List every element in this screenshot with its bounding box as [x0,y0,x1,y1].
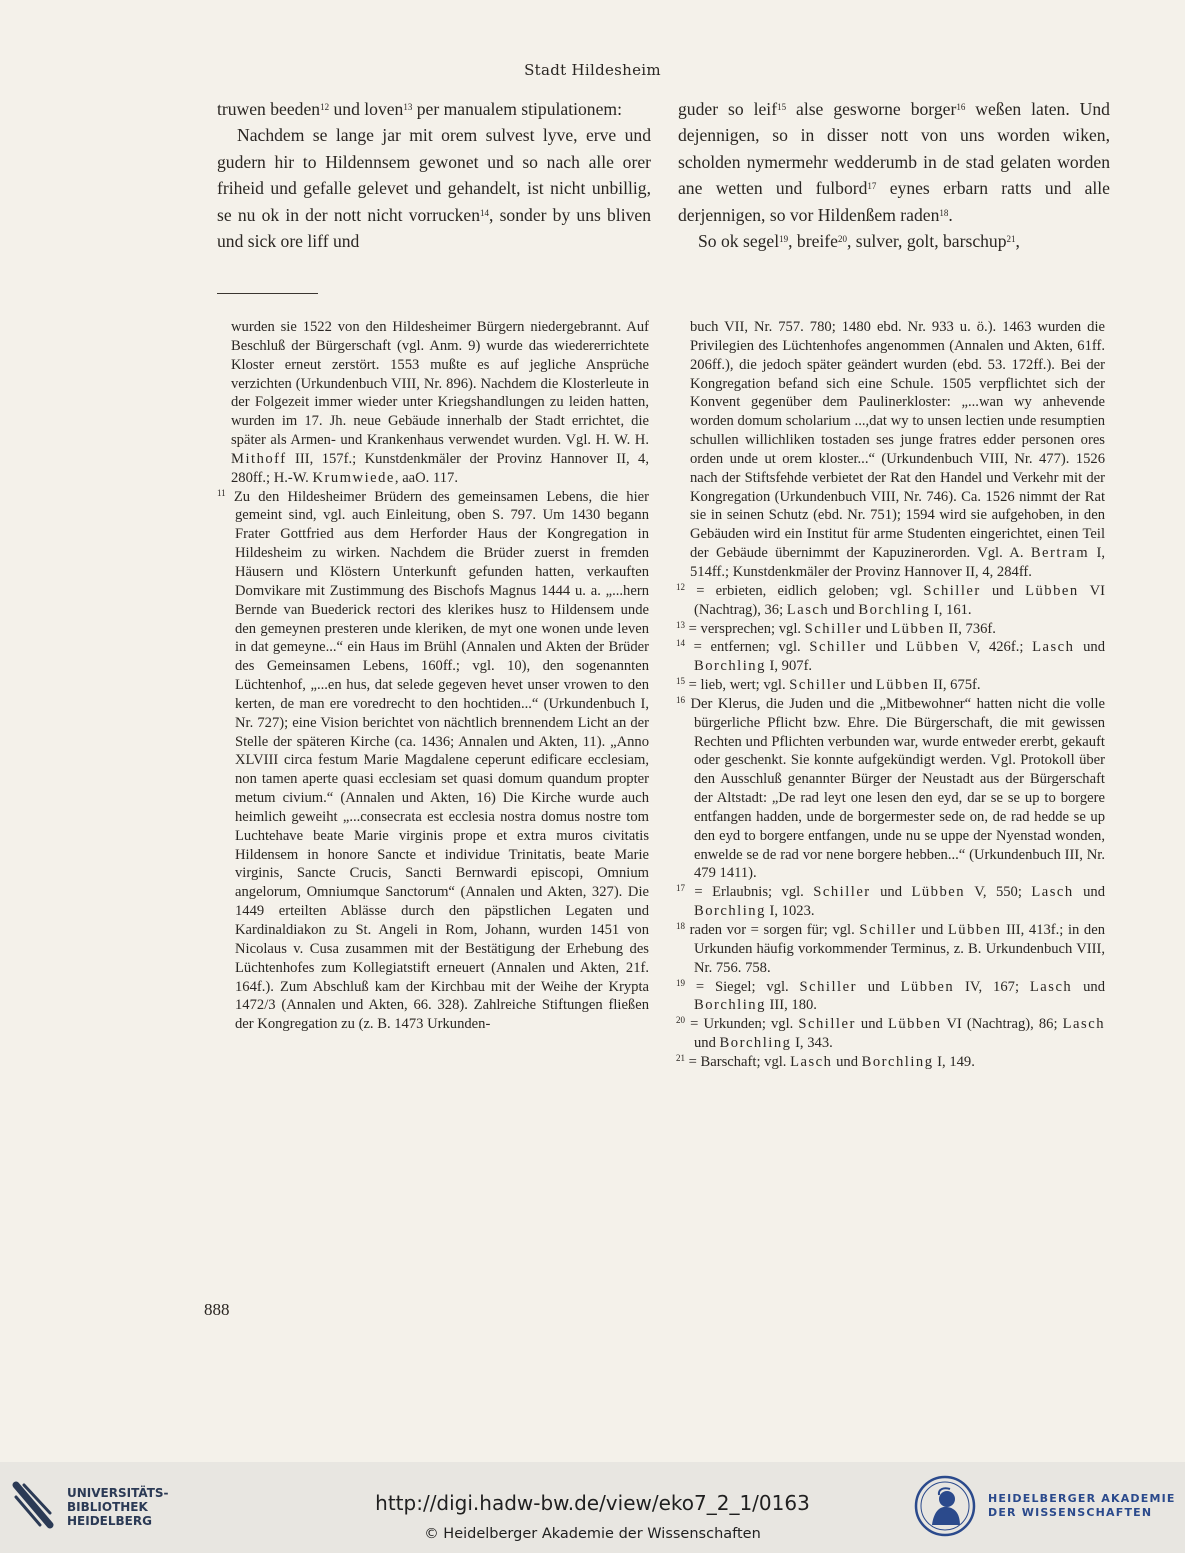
paragraph: truwen beeden$^{12}$ und loven$^{13}$ per manualem stipulationem: [217,99,622,119]
paragraph: $^{13}$ = versprechen; vgl. Schiller und Lübben II, 736f. [676,619,996,637]
running-header: Stadt Hildesheim [524,61,661,79]
paragraph: $^{18}$ raden vor = sorgen für; vgl. Schiller und Lübben III, 413f.; in den Urkunden häufig vorkommender Terminus, z. B. Urkundenbuch VIII, Nr. 756. 758. [676,921,1105,976]
academy-name [988,1492,1176,1520]
paragraph: $^{16}$ Der Klerus, die Juden und die „Mitbewohner“ hatten nicht die volle bürgerliche Pflicht bzw. Ehre. Die Bürgerschaft, die mit gewissen Rechten und Pflichten verbunden war, wurde entweder ererbt, gekauft oder geschenkt. Sie konnte aufgekündigt werden. Vgl. Protokoll über den Ausschluß genannter Bürger der Neustadt aus der Bürgerschaft der Altstadt: „De rad leyt one lesen den eyd, dar se se up to borgere entfangen hadden, unde de borgermester sede on, de rad hedde se up den eyd to borgere entfangen, unde nu se uppe der Nyenstad wonden, enwelde se de rad vor nene borgere hebben...“ (Urkundenbuch III, Nr. 479 1411). [676,694,1105,882]
paragraph: Nachdem se lange jar mit orem sulvest lyve, erve und gudern hir to Hildennsem gewonet und so nach alle orer friheid und gefalle gelevet und gehandelt, ist nicht unbillig, se nu ok in der nott nicht vorrucken$^{14}$, sonder by uns bliven und sick ore liff und [217,125,651,252]
footer-bar [0,1462,1185,1553]
ub-line-2: BIBLIOTHEK [67,1500,148,1514]
paragraph: buch VII, Nr. 757. 780; 1480 ebd. Nr. 933 u. ö.). 1463 wurden die Privilegien des Lüchtenhofes angenommen (Annalen und Akten, 61ff. 206ff.), die jedoch später geändert wurden (ebd. 53. 172ff.). Bei der Kongregation befand sich eine Schule. 1505 verpflichtet sich der Konvent gegenüber dem Paulinerkloster: „...wan wy anhevende worden domum scholarium ...,dat wy to unsen lectien unde resumptien schullen willichliken tostaden ses junge fratres edder personen ores orden unde ut orem kloster...“ (Urkundenbuch VIII, Nr. 477). 1526 nach der Stiftsfehde verbietet der Rat den Handel und Verkehr mit der Kongregation (Urkundenbuch VIII, Nr. 746). Ca. 1526 nimmt der Rat sie in seinen Schutz (ebd. Nr. 751); 1594 wird sie aufgehoben, in den Gebäuden wird ein Institut für arme Studenten eingerichtet, einen Teil der Gebäude übernimmt der Kapuzinerorden. Vgl. A. Bertram I, 514ff.; Kunstdenkmäler der Provinz Hannover II, 4, 284ff. [690,319,1105,580]
footnotes-left-column [217,318,649,1034]
paragraph: $^{19}$ = Siegel; vgl. Schiller und Lübben IV, 167; Lasch und Borchling III, 180. [676,977,1105,1014]
paragraph: $^{11}$ Zu den Hildesheimer Brüdern des gemeinsamen Lebens, die hier gemeint sind, vgl. auch Einleitung, oben S. 797. Um 1430 begann Frater Gottfried aus dem Herforder Haus der Kongregation in Hildesheim zu wirken. Nachdem die Brüder zuerst in fremden Häusern und Klöstern Unterkunft gefunden hatten, verkauften Domvikare mit Zustimmung des Bischofs Magnus 1444 u. a. „...hern Bernde van Buederick rectori des klerikes husz to Hildensem unde den gemeynen presteren unde kleriken, de myt one wonen unde leven in dat gemeyne...“ ein Haus im Brühl (Annalen und Akten der Brüder des Gemeinsamen Lebens, 160ff.; vgl. 10), den sogenannten Lüchtenhof, „...en hus, dat selede gegeven hevet unser vrowen to den kerten, de man ere voredrecht to den hochtiden...“ (Urkundenbuch I, Nr. 727); eine Vision berichtet von nächtlich brennendem Licht an der Stelle der späteren Kirche (ca. 1436; Annalen und Akten, 11). „Anno XLVIII circa festum Marie Magdalene ceperunt edificare ecclesiam, non tamen aperte quasi ecclesiam set quasi domum quandum propter metum civium.“ (Annalen und Akten, 16) Die Kirche wurde auch heimlich geweiht „...consecrata est ecclesia nostra domus nostre tom Luchtehave beate Marie virginis prope et extra muros civitatis Hildensem in honore Sancte et individue Trinitatis, beate Marie virginis, Sancte Crucis, Sancti Bernwardi episcopi, Omnium angelorum, Omniumque Sanctorum“ (Annalen und Akten, 327). Die 1449 erteilten Ablässe durch den päpstlichen Legaten und Kardinaldiakon zu St. Angeli in Rom, Johann, wurden 1451 von Nicolaus v. Cusa zusammen mit der Bestätigung der Erhebung des Lüchtenhofes zum Kollegiatstift erneuert (Annalen und Akten, 21f. 164f.). Zum Abschluß kam der Kirchbau mit der Weihe der Krypta 1472/3 (Annalen und Akten, 66. 328). Zahlreiche Stiftungen fließen der Kongregation zu (z. B. 1473 Urkunden- [217,487,649,1033]
permalink-url[interactable]: http://digi.hadw-bw.de/view/eko7_2_1/0163 [375,1491,810,1515]
main-text-left-column [217,96,651,254]
footnotes-right-column [676,318,1105,1072]
paragraph: $^{15}$ = lieb, wert; vgl. Schiller und Lübben II, 675f. [676,676,981,694]
paragraph: $^{21}$ = Barschaft; vgl. Lasch und Borchling I, 149. [676,1052,975,1070]
paragraph: $^{17}$ = Erlaubnis; vgl. Schiller und Lübben V, 550; Lasch und Borchling I, 1023. [676,883,1106,920]
copyright-notice: © Heidelberger Akademie der Wissenschaften [424,1526,761,1542]
academy-line-1: HEIDELBERGER AKADEMIE [988,1492,1176,1505]
ub-line-3: HEIDELBERG [67,1514,152,1528]
page-number: 888 [204,1300,230,1319]
ub-line-1: UNIVERSITÄTS- [67,1486,169,1500]
academy-line-2: DER WISSENSCHAFTEN [988,1506,1153,1519]
paragraph: $^{20}$ = Urkunden; vgl. Schiller und Lübben VI (Nachtrag), 86; Lasch und Borchling I, 343. [676,1015,1105,1052]
paragraph: So ok segel$^{19}$, breife$^{20}$, sulver, golt, barschup$^{21}$, [698,231,1020,252]
paragraph: guder so leif$^{15}$ alse gesworne borger$^{16}$ weßen laten. Und dejennigen, so in disser nott von uns worden wiken, scholden nymermehr wedderumb in de stad gelaten worden ane wetten und fulbord$^{17}$ eynes erbarn ratts und alle derjennigen, so vor Hildenßem raden$^{18}$. [678,99,1110,225]
footnote-separator [217,293,318,294]
academy-seal-icon [914,1475,976,1537]
paragraph: $^{12}$ = erbieten, eidlich geloben; vgl. Schiller und Lübben VI (Nachtrag), 36; Lasch und Borchling I, 161. [676,581,1105,618]
paragraph: wurden sie 1522 von den Hildesheimer Bürgern niedergebrannt. Auf Beschluß der Bürgerschaft (vgl. Anm. 9) wurde das wiedererrichtete Kloster erneut zerstört. 1553 mußte es auf jegliche Ansprüche verzichten (Urkundenbuch VIII, Nr. 896). Nachdem die Klosterleute in der Folgezeit immer wieder unter Kriegshandlungen zu leiden hatten, wurden im 17. Jh. neue Gebäude innerhalb der Stadt errichtet, die später als Armen- und Krankenhaus verwendet wurden. Vgl. H. W. H. Mithoff III, 157f.; Kunstdenkmäler der Provinz Hannover II, 4, 280ff.; H.-W. Krumwiede, aaO. 117. [231,319,649,486]
paragraph: $^{14}$ = entfernen; vgl. Schiller und Lübben V, 426f.; Lasch und Borchling I, 907f. [676,638,1105,675]
main-text-right-column [678,96,1110,254]
